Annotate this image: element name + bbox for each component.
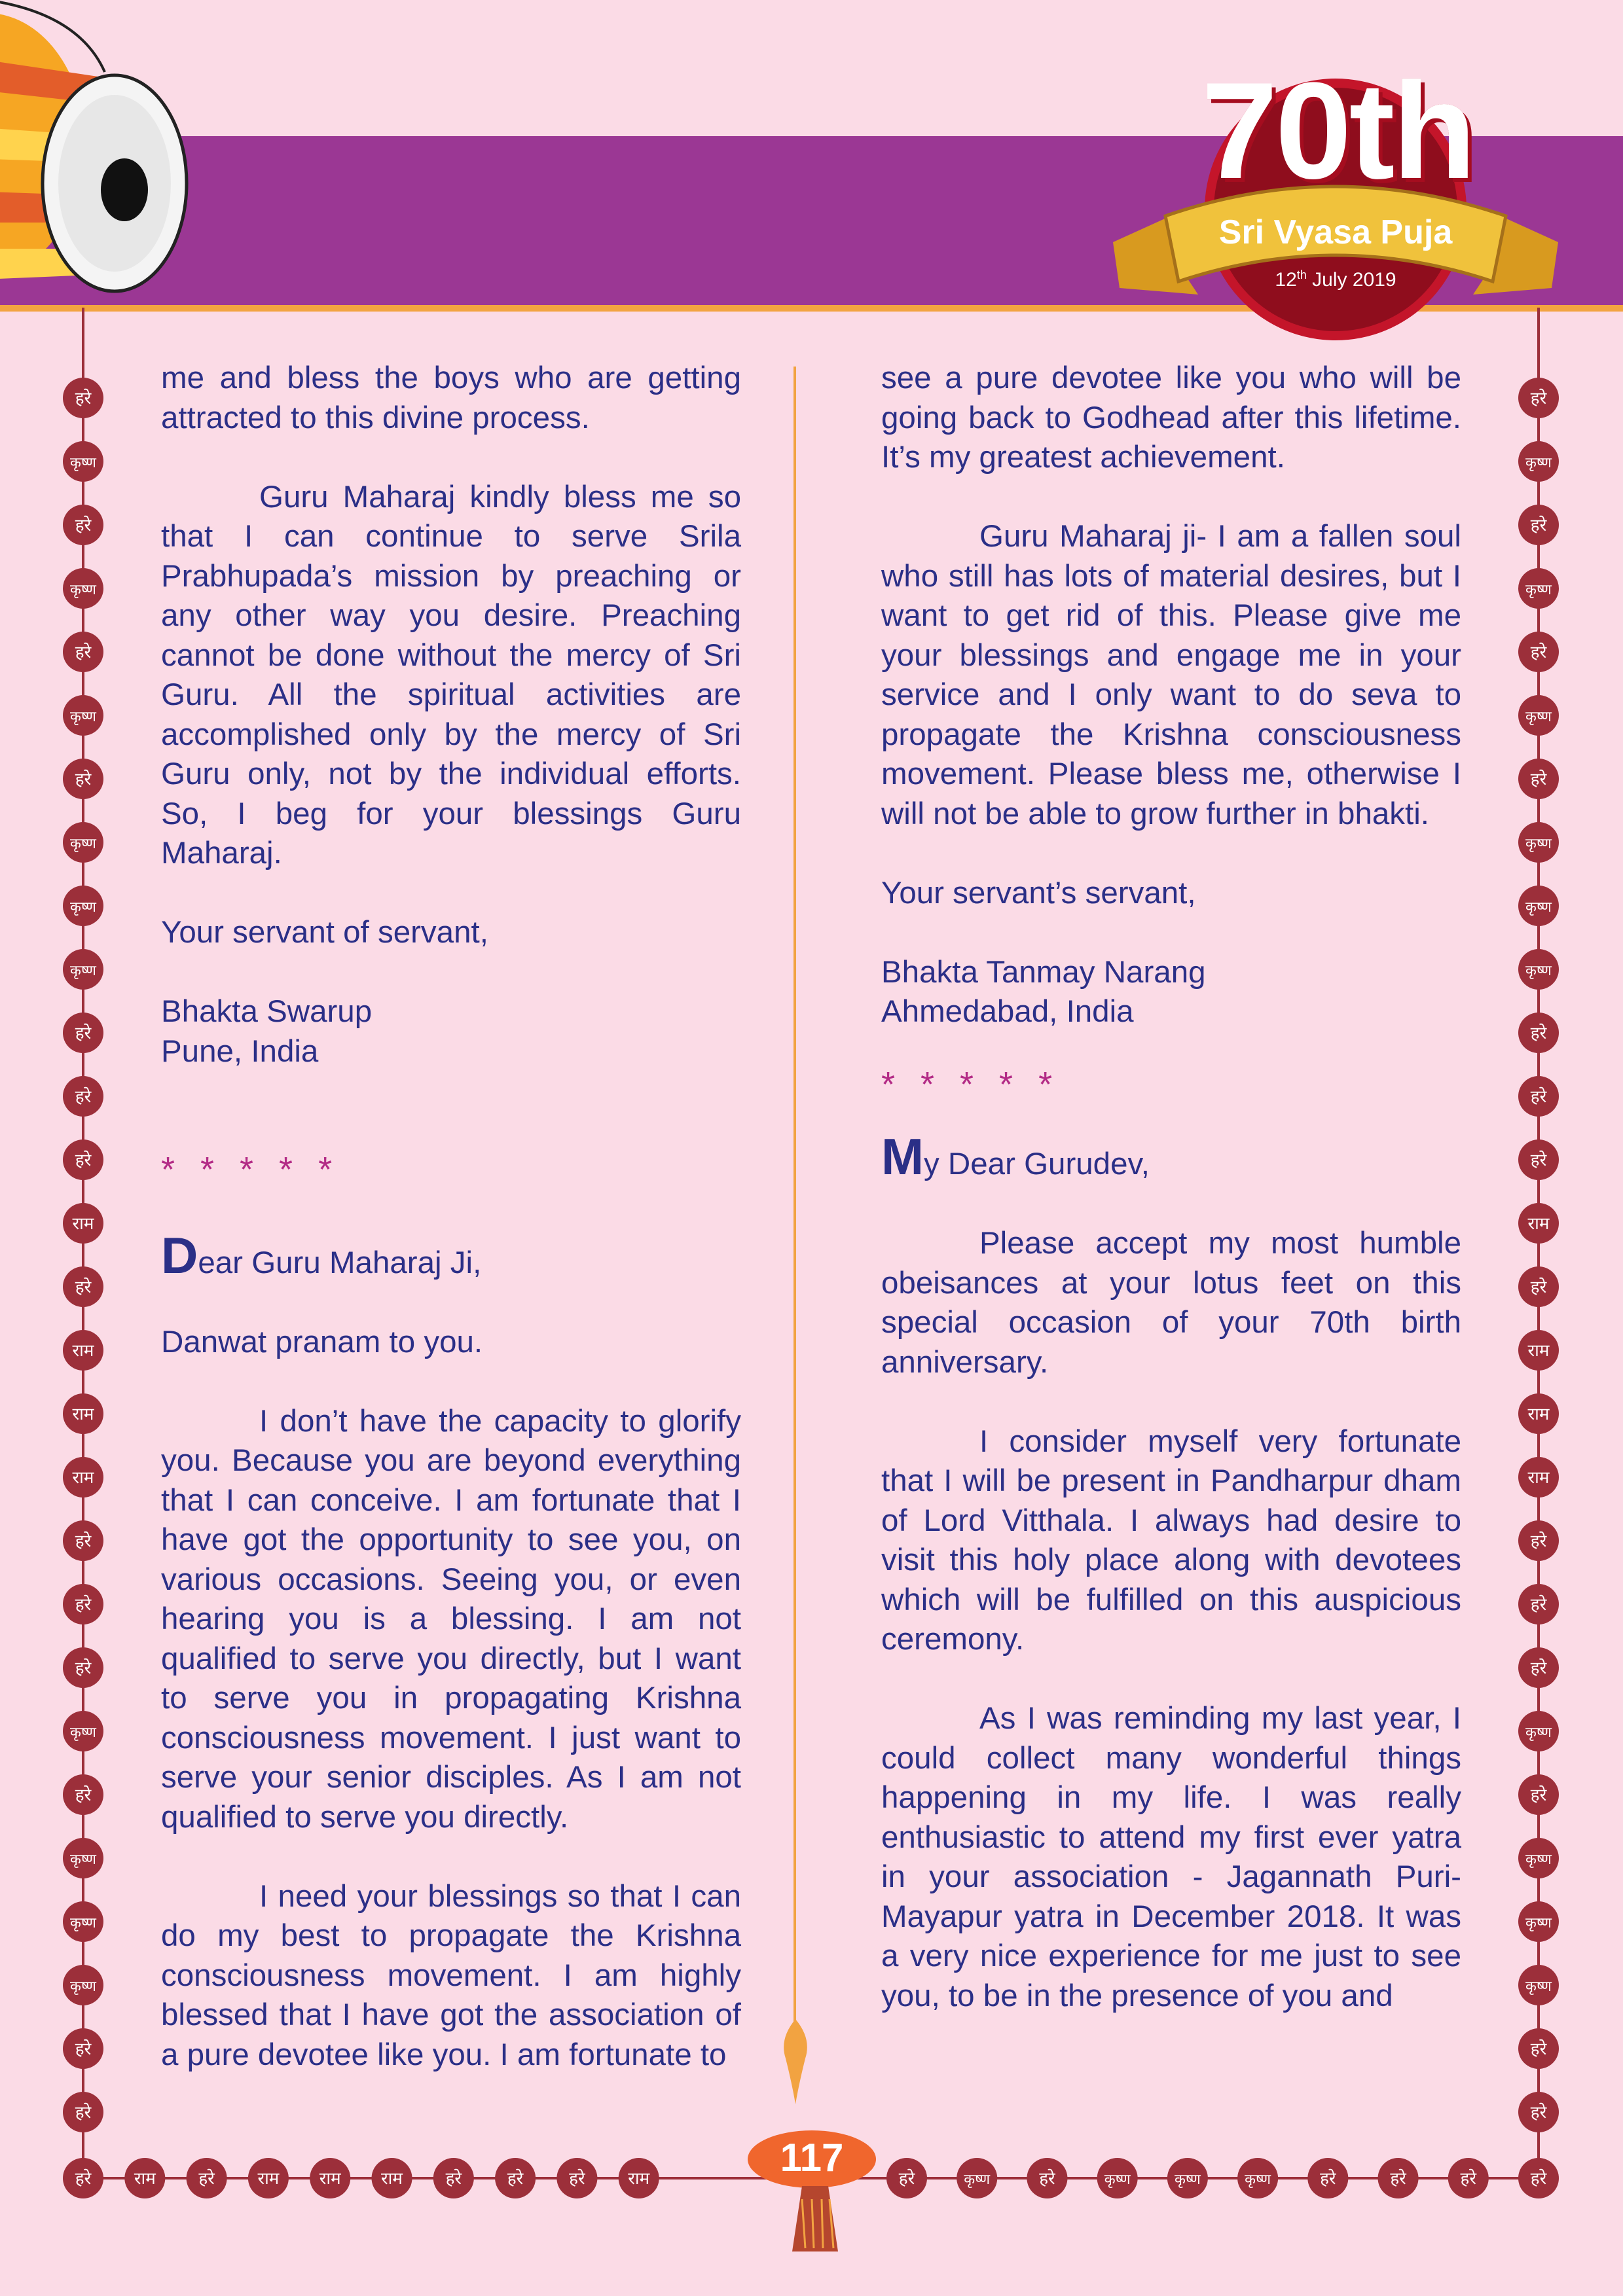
bead-left-27-label: हरे xyxy=(75,2103,92,2123)
bead-bottom-left-2-label: हरे xyxy=(198,2169,215,2189)
bead-left-24 xyxy=(63,1901,103,1942)
bead-left-7 xyxy=(63,822,103,863)
bead-right-23-label: कृष्ण xyxy=(1525,1852,1552,1868)
bead-bottom-right-3-label: कृष्ण xyxy=(1104,2172,1131,2188)
bead-right-10-label: हरे xyxy=(1530,1024,1547,1043)
left-signature-name: Bhakta Swarup xyxy=(161,994,373,1029)
bead-bottom-left-8 xyxy=(556,2158,597,2198)
right-paragraph-1: see a pure devotee like you who will be going back to Godhead after this lifetime. It’s my greatest achievement. xyxy=(881,361,1461,475)
bead-bottom-left-6 xyxy=(433,2158,474,2198)
bead-bottom-right-7 xyxy=(1378,2158,1419,2198)
left-column xyxy=(161,359,741,2115)
right-paragraph-4: I consider myself very fortunate that I will be present in Pandharpur dham of Lord Vitthala. I always had desire to visit this holy place along with devotees which will be fulfilled on this auspicious ceremony. xyxy=(881,1424,1461,1657)
badge-date-sup: th xyxy=(1296,268,1307,281)
bead-bottom-left-4 xyxy=(310,2158,350,2198)
bead-bottom-right-0 xyxy=(886,2158,927,2198)
bead-bottom-left-7-label: हरे xyxy=(507,2169,524,2189)
bead-bottom-left-2 xyxy=(187,2158,227,2198)
bead-left-25-label: कृष्ण xyxy=(70,1979,96,1995)
bead-left-16-label: राम xyxy=(72,1405,94,1424)
bead-bottom-left-5-label: राम xyxy=(381,2169,403,2189)
bead-left-2-label: हरे xyxy=(75,516,92,535)
bead-left-15 xyxy=(63,1330,103,1371)
bead-right-3 xyxy=(1518,568,1559,609)
bead-left-11-label: हरे xyxy=(75,1087,92,1107)
badge-date-day: 12 xyxy=(1275,269,1297,291)
bead-right-21 xyxy=(1518,1711,1559,1751)
bead-right-20-label: हरे xyxy=(1530,1659,1547,1678)
bead-left-4 xyxy=(63,632,103,672)
bead-right-12-label: हरे xyxy=(1530,1151,1547,1170)
bead-right-7 xyxy=(1518,822,1559,863)
bead-bottom-left-4-label: राम xyxy=(319,2169,341,2189)
bead-right-7-label: कृष्ण xyxy=(1525,836,1552,852)
left-salutation-dropcap: D xyxy=(161,1226,198,1284)
bead-left-5-label: कृष्ण xyxy=(70,709,96,725)
right-signature-place: Ahmedabad, India xyxy=(881,994,1134,1029)
bead-right-27 xyxy=(1518,2092,1559,2132)
bead-left-16 xyxy=(63,1393,103,1434)
bead-right-22-label: हरे xyxy=(1530,1785,1547,1805)
bead-left-14 xyxy=(63,1266,103,1307)
bead-right-8-label: कृष्ण xyxy=(1525,899,1552,916)
bead-bottom-right-7-label: हरे xyxy=(1390,2169,1406,2189)
bead-left-6-label: हरे xyxy=(75,770,92,789)
right-signature-name: Bhakta Tanmay Narang xyxy=(881,954,1206,990)
bead-left-13-label: राम xyxy=(72,1214,94,1234)
right-paragraph-3: Please accept my most humble obeisances at your lotus feet on this special occasion of your 70th birth anniversary. xyxy=(881,1226,1461,1380)
bead-bottom-left-3-label: राम xyxy=(257,2169,280,2189)
bead-bottom-left-0-label: हरे xyxy=(75,2169,92,2189)
bead-bottom-left-5 xyxy=(372,2158,412,2198)
bead-bottom-right-4 xyxy=(1167,2158,1208,2198)
bead-left-17 xyxy=(63,1457,103,1498)
bead-left-2 xyxy=(63,505,103,545)
bead-right-12 xyxy=(1518,1139,1559,1180)
bead-right-14 xyxy=(1518,1266,1559,1307)
bead-right-2 xyxy=(1518,505,1559,545)
bead-left-26-label: हरे xyxy=(75,2039,92,2059)
bead-right-26-label: हरे xyxy=(1530,2039,1547,2059)
bead-right-1-label: कृष्ण xyxy=(1525,455,1552,471)
badge-title: Sri Vyasa Puja xyxy=(1218,213,1453,251)
badge-date-rest: July 2019 xyxy=(1306,269,1396,291)
bead-bottom-left-1 xyxy=(124,2158,165,2198)
right-paragraph-2: Guru Maharaj ji- I am a fallen soul who still has lots of material desires, but I want to get rid of this. Please give me your blessings and engage me in your service and I only want to do seva to propagate the Krishna consciousness movement. Please bless me, otherwise I will not be able to grow further in bhakti. xyxy=(881,519,1461,831)
divider-drop-ornament xyxy=(779,2019,812,2104)
bead-right-24-label: कृष्ण xyxy=(1525,1915,1552,1931)
bead-right-14-label: हरे xyxy=(1530,1278,1547,1297)
bead-left-20 xyxy=(63,1647,103,1688)
bead-left-22-label: हरे xyxy=(75,1785,92,1805)
bead-right-13-label: राम xyxy=(1527,1214,1550,1234)
bead-right-22 xyxy=(1518,1774,1559,1815)
bead-left-27 xyxy=(63,2092,103,2132)
bead-right-4-label: हरे xyxy=(1530,643,1547,662)
bead-left-21 xyxy=(63,1711,103,1751)
bead-right-25-label: कृष्ण xyxy=(1525,1979,1552,1995)
bead-left-15-label: राम xyxy=(72,1341,94,1361)
bead-right-20 xyxy=(1518,1647,1559,1688)
bead-right-25 xyxy=(1518,1965,1559,2005)
bead-left-8-label: कृष्ण xyxy=(70,899,96,916)
page-number-tassel xyxy=(789,2186,841,2251)
bead-left-18 xyxy=(63,1520,103,1561)
left-salutation xyxy=(161,1226,741,1284)
bead-left-12-label: हरे xyxy=(75,1151,92,1170)
bead-right-18-label: हरे xyxy=(1530,1532,1547,1551)
bead-right-27-label: हरे xyxy=(1530,2103,1547,2123)
right-salutation-text: y Dear Gurudev, xyxy=(923,1147,1150,1181)
bead-left-0-label: हरे xyxy=(75,389,92,408)
bead-bottom-left-3 xyxy=(248,2158,289,2198)
bead-bottom-right-9 xyxy=(1518,2158,1559,2198)
bead-left-23 xyxy=(63,1838,103,1878)
bead-left-25 xyxy=(63,1965,103,2005)
bead-left-22 xyxy=(63,1774,103,1815)
bead-right-6 xyxy=(1518,759,1559,799)
bead-left-17-label: राम xyxy=(72,1468,94,1488)
bead-bottom-left-0 xyxy=(63,2158,103,2198)
bead-right-0 xyxy=(1518,378,1559,418)
bead-right-15 xyxy=(1518,1330,1559,1371)
bead-left-0 xyxy=(63,378,103,418)
bead-bottom-right-8-label: हरे xyxy=(1460,2169,1477,2189)
bead-right-16 xyxy=(1518,1393,1559,1434)
bead-left-18-label: हरे xyxy=(75,1532,92,1551)
bead-left-12 xyxy=(63,1139,103,1180)
bead-right-17 xyxy=(1518,1457,1559,1498)
bead-left-10 xyxy=(63,1013,103,1053)
bead-left-20-label: हरे xyxy=(75,1659,92,1678)
bead-bottom-right-2 xyxy=(1027,2158,1067,2198)
bead-left-10-label: हरे xyxy=(75,1024,92,1043)
bead-bottom-right-3 xyxy=(1097,2158,1138,2198)
right-salutation-dropcap: M xyxy=(881,1128,924,1185)
bead-left-1-label: कृष्ण xyxy=(70,455,96,471)
bead-right-18 xyxy=(1518,1520,1559,1561)
bead-left-7-label: कृष्ण xyxy=(70,836,96,852)
bead-bottom-right-1-label: कृष्ण xyxy=(964,2172,991,2188)
bead-bottom-left-9-label: राम xyxy=(628,2169,650,2189)
bead-left-14-label: हरे xyxy=(75,1278,92,1297)
bead-left-8 xyxy=(63,886,103,926)
bead-bottom-right-6 xyxy=(1307,2158,1348,2198)
bead-right-11 xyxy=(1518,1076,1559,1117)
right-separator-stars: * * * * * xyxy=(881,1064,1061,1104)
left-salutation-text: ear Guru Maharaj Ji, xyxy=(198,1245,482,1280)
bead-bottom-right-2-label: हरे xyxy=(1039,2169,1055,2189)
bead-right-2-label: हरे xyxy=(1530,516,1547,535)
bead-bottom-right-0-label: हरे xyxy=(898,2169,915,2189)
bead-right-26 xyxy=(1518,2028,1559,2069)
bead-left-3 xyxy=(63,568,103,609)
bead-bottom-left-7 xyxy=(495,2158,536,2198)
left-closing: Your servant of servant, xyxy=(161,915,488,950)
bead-left-11 xyxy=(63,1076,103,1117)
left-signature-place: Pune, India xyxy=(161,1033,319,1069)
bead-right-17-label: राम xyxy=(1527,1468,1550,1488)
left-paragraph-1: me and bless the boys who are getting attracted to this divine process. xyxy=(161,361,741,435)
bead-left-9-label: कृष्ण xyxy=(70,963,96,979)
bead-right-9 xyxy=(1518,949,1559,990)
bead-left-23-label: कृष्ण xyxy=(70,1852,96,1868)
right-salutation xyxy=(881,1128,1461,1185)
bead-right-16-label: राम xyxy=(1527,1405,1550,1424)
left-paragraph-4: I don’t have the capacity to glorify you. Because you are beyond everything that I can conceive. I am fortunate that I have got the opportunity to see you, on various occasions. Seeing you, or even hearing you is a blessing. I am not qualified to serve you directly, but I want to serve you in propagating Krishna consciousness movement. I just want to serve your senior disciples. As I am not qualified to serve you directly. xyxy=(161,1403,741,1835)
bead-right-3-label: कृष्ण xyxy=(1525,582,1552,598)
bead-right-11-label: हरे xyxy=(1530,1087,1547,1107)
bead-left-6 xyxy=(63,759,103,799)
bead-bottom-right-8 xyxy=(1448,2158,1489,2198)
bead-right-19-label: हरे xyxy=(1530,1595,1547,1615)
bead-bottom-right-5-label: कृष्ण xyxy=(1245,2172,1271,2188)
bead-right-13 xyxy=(1518,1203,1559,1244)
bead-left-5 xyxy=(63,695,103,736)
bead-right-19 xyxy=(1518,1584,1559,1624)
left-paragraph-5: I need your blessings so that I can do my best to propagate the Krishna consciousness movement. I am highly blessed that I have got the association of a pure devotee like you. I am fortunate to xyxy=(161,1878,741,2072)
left-paragraph-3: Danwat pranam to you. xyxy=(161,1324,483,1359)
bead-right-21-label: कृष्ण xyxy=(1525,1725,1552,1741)
bead-left-4-label: हरे xyxy=(75,643,92,662)
bead-right-6-label: हरे xyxy=(1530,770,1547,789)
bead-bottom-right-4-label: कृष्ण xyxy=(1174,2172,1201,2188)
bead-bottom-right-5 xyxy=(1237,2158,1278,2198)
bead-left-26 xyxy=(63,2028,103,2069)
bead-left-19 xyxy=(63,1584,103,1624)
bead-bottom-left-9 xyxy=(619,2158,659,2198)
page-number: 117 xyxy=(780,2136,844,2179)
bead-left-13 xyxy=(63,1203,103,1244)
bead-left-3-label: कृष्ण xyxy=(70,582,96,598)
bead-bottom-left-1-label: राम xyxy=(134,2169,156,2189)
bead-right-4 xyxy=(1518,632,1559,672)
bead-right-15-label: राम xyxy=(1527,1341,1550,1361)
right-closing: Your servant’s servant, xyxy=(881,875,1196,910)
bead-right-23 xyxy=(1518,1838,1559,1878)
bead-bottom-left-8-label: हरे xyxy=(569,2169,585,2189)
bead-right-0-label: हरे xyxy=(1530,389,1547,408)
bead-left-19-label: हरे xyxy=(75,1595,92,1615)
column-divider xyxy=(793,367,796,2029)
badge-number: 70th xyxy=(1201,54,1474,207)
bead-bottom-left-6-label: हरे xyxy=(445,2169,462,2189)
bead-right-8 xyxy=(1518,886,1559,926)
bead-left-24-label: कृष्ण xyxy=(70,1915,96,1931)
bead-left-1 xyxy=(63,441,103,482)
bead-right-1 xyxy=(1518,441,1559,482)
bead-bottom-right-6-label: हरे xyxy=(1320,2169,1336,2189)
bead-bottom-right-1 xyxy=(957,2158,997,2198)
bead-right-5 xyxy=(1518,695,1559,736)
bead-right-24 xyxy=(1518,1901,1559,1942)
left-paragraph-2: Guru Maharaj kindly bless me so that I can continue to serve Srila Prabhupada’s mission by preaching or any other way you desire. Preaching cannot be done without the mercy of Sri Guru. All the spiritual activities are accomplished only by the mercy of Sri Guru only, not by the individual efforts. So, I beg for your blessings Guru Maharaj. xyxy=(161,479,741,870)
bead-left-21-label: कृष्ण xyxy=(70,1725,96,1741)
right-paragraph-5: As I was reminding my last year, I could collect many wonderful things happening in my life. I was really enthusiastic to attend my first ever yatra in your association - Jagannath Puri-Mayapur yatra in December 2018. It was a very nice experience for me just to see you, to be in the presence of you and xyxy=(881,1701,1461,2013)
bead-left-9 xyxy=(63,949,103,990)
bead-right-5-label: कृष्ण xyxy=(1525,709,1552,725)
right-column xyxy=(881,359,1461,2056)
bead-right-9-label: कृष्ण xyxy=(1525,963,1552,979)
bead-right-10 xyxy=(1518,1013,1559,1053)
left-separator-stars: * * * * * xyxy=(161,1150,340,1189)
bead-bottom-right-9-label: हरे xyxy=(1530,2169,1547,2189)
